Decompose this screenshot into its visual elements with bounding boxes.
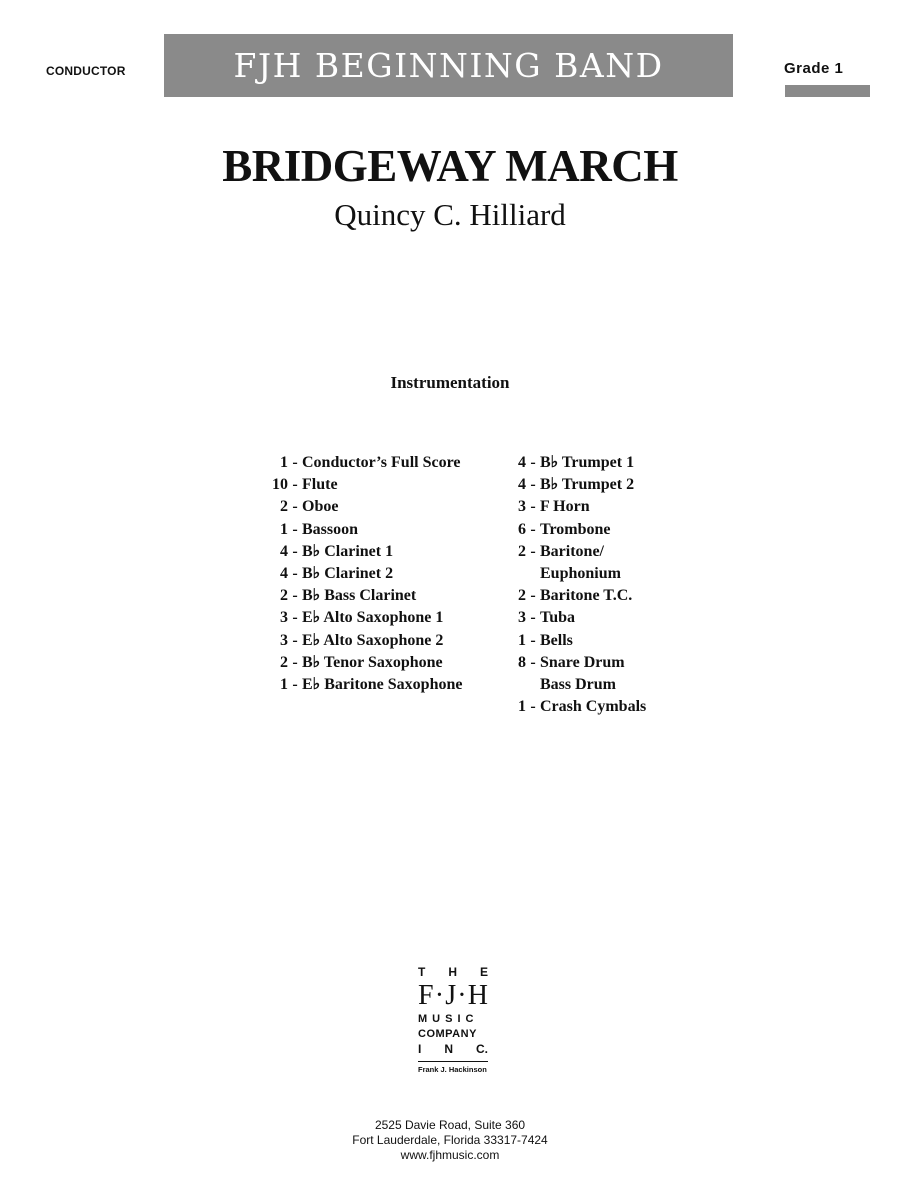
instrument-name-line: F Horn — [540, 498, 590, 516]
instrument-name-line: Bass Drum — [540, 676, 617, 694]
separator-dash: - — [292, 476, 298, 494]
instrument-row — [244, 519, 462, 541]
instrument-quantity: 4 — [518, 454, 526, 471]
separator-dash: - — [530, 653, 536, 671]
instrument-quantity: 3 — [280, 609, 288, 627]
instrument-name — [302, 496, 338, 518]
instrument-row — [244, 496, 462, 518]
instrument-name — [540, 652, 625, 696]
instrument-name — [302, 541, 393, 563]
logo-letter: J — [445, 980, 457, 1011]
separator-dash: - — [292, 565, 298, 583]
instrument-name-line: Baritone/ — [540, 542, 604, 560]
instrument-name — [540, 607, 575, 629]
address-line-2: Fort Lauderdale, Florida 33317-7424 — [352, 1133, 548, 1147]
instrument-name-line: Euphonium — [540, 565, 621, 583]
instrument-name — [302, 474, 338, 496]
series-title: FJH BEGINNING BAND — [233, 46, 664, 85]
instrument-name — [540, 541, 621, 585]
logo-rule — [418, 1061, 488, 1062]
separator-dash: - — [292, 454, 298, 471]
instrument-name-line: B♭ Trumpet 1 — [540, 454, 635, 471]
separator-dash: - — [292, 609, 298, 627]
instrument-quantity: 1 — [280, 520, 288, 538]
instrument-quantity: 2 — [518, 587, 526, 605]
instrument-quantity: 3 — [518, 498, 526, 516]
instrumentation-heading: Instrumentation — [390, 373, 510, 392]
logo-the — [418, 965, 488, 980]
separator-dash: - — [530, 476, 536, 494]
instrument-name — [540, 696, 646, 718]
instrument-row — [244, 563, 462, 585]
logo-letter: N — [444, 1042, 453, 1056]
instrument-name-line: E♭ Alto Saxophone 2 — [302, 631, 444, 649]
instrument-row — [482, 496, 646, 518]
instrument-name — [302, 452, 461, 474]
instrument-name-line: Crash Cymbals — [540, 698, 647, 716]
separator-dash: - — [530, 498, 536, 516]
instrument-quantity: 4 — [280, 565, 288, 583]
instrument-name — [540, 585, 632, 607]
publisher-address — [0, 1118, 900, 1163]
instrument-row — [482, 474, 646, 496]
instrument-row — [244, 474, 462, 496]
grade-bar — [785, 85, 870, 97]
separator-dash: - — [530, 454, 536, 471]
instrument-name — [540, 496, 590, 518]
logo-letter: H — [448, 965, 457, 979]
logo-letter: · — [457, 980, 467, 1011]
instrument-name-line: Trombone — [540, 520, 611, 538]
instrument-row — [482, 519, 646, 541]
logo-letter: I — [418, 1042, 422, 1056]
instrument-row — [482, 696, 646, 718]
instrument-quantity: 10 — [272, 476, 288, 494]
separator-dash: - — [530, 587, 536, 605]
separator-dash: - — [530, 631, 536, 649]
logo-letter: · — [434, 980, 445, 1011]
instrumentation-list-right — [482, 452, 646, 718]
instrument-name — [302, 630, 443, 652]
instrument-name — [302, 607, 443, 629]
separator-dash: - — [292, 676, 298, 694]
instrument-quantity: 4 — [518, 476, 526, 494]
instrument-quantity: 1 — [518, 631, 526, 649]
separator-dash: - — [292, 587, 298, 605]
instrument-quantity: 3 — [518, 609, 526, 627]
separator-dash: - — [530, 698, 536, 716]
separator-dash: - — [292, 498, 298, 516]
instrument-name-line: B♭ Bass Clarinet — [302, 587, 417, 605]
instrument-name — [540, 519, 611, 541]
instrument-name — [302, 585, 416, 607]
instrument-name — [540, 630, 573, 652]
instrument-name — [302, 652, 443, 674]
instrument-quantity: 1 — [280, 676, 288, 694]
instrument-quantity: 4 — [280, 542, 288, 560]
instrument-quantity: 2 — [280, 587, 288, 605]
instrument-row — [482, 607, 646, 629]
instrument-row — [244, 541, 462, 563]
separator-dash: - — [292, 653, 298, 671]
instrument-name — [302, 674, 462, 696]
instrument-name-line: B♭ Tenor Saxophone — [302, 653, 443, 671]
logo-letter: E — [479, 965, 488, 979]
instrument-row — [482, 585, 646, 607]
instrument-name — [302, 563, 393, 585]
logo-letter: T — [418, 965, 426, 979]
separator-dash: - — [530, 542, 536, 560]
instrument-row — [482, 630, 646, 652]
instrument-name-line: Snare Drum — [540, 653, 625, 671]
instrument-name-line: E♭ Alto Saxophone 1 — [302, 609, 444, 627]
instrument-row — [244, 607, 462, 629]
instrument-name-line: B♭ Trumpet 2 — [540, 476, 635, 494]
instrument-name-line: Oboe — [302, 498, 339, 516]
instrument-name-line: Bells — [540, 631, 573, 649]
logo-music: MUSIC — [418, 1013, 479, 1025]
separator-dash: - — [292, 542, 298, 560]
logo-company: COMPANY — [418, 1028, 477, 1040]
separator-dash: - — [292, 520, 298, 538]
instrument-row — [244, 585, 462, 607]
website-link[interactable]: www.fjhmusic.com — [400, 1148, 500, 1162]
instrument-quantity: 2 — [280, 498, 288, 516]
instrument-name-line: Bassoon — [302, 520, 359, 538]
instrument-row — [244, 452, 462, 474]
instrument-name-line: B♭ Clarinet 2 — [302, 565, 394, 583]
instrument-quantity: 1 — [280, 454, 288, 471]
instrument-name — [540, 474, 634, 496]
instrument-row — [244, 652, 462, 674]
instrument-name — [540, 452, 634, 474]
instrument-quantity: 2 — [280, 653, 288, 671]
instrument-quantity: 8 — [518, 653, 526, 671]
instrument-row — [482, 452, 646, 474]
separator-dash: - — [292, 631, 298, 649]
instrument-row — [244, 630, 462, 652]
instrumentation-list-left — [244, 452, 462, 696]
instrument-row — [482, 652, 646, 696]
publisher-logo — [418, 965, 488, 1074]
instrument-name-line: B♭ Clarinet 1 — [302, 542, 394, 560]
instrument-row — [244, 674, 462, 696]
logo-founder: Frank J. Hackinson — [418, 1065, 487, 1074]
part-label: CONDUCTOR — [46, 64, 126, 78]
separator-dash: - — [530, 609, 536, 627]
address-line-1: 2525 Davie Road, Suite 360 — [374, 1118, 526, 1132]
instrument-quantity: 6 — [518, 520, 526, 538]
instrument-name-line: Flute — [302, 476, 338, 494]
instrument-quantity: 1 — [518, 698, 526, 716]
instrument-name — [302, 519, 358, 541]
instrument-name-line: Tuba — [540, 609, 575, 627]
separator-dash: - — [530, 520, 536, 538]
logo-letter: C. — [475, 1042, 488, 1056]
instrument-quantity: 2 — [518, 542, 526, 560]
grade-label: Grade 1 — [784, 60, 844, 77]
instrument-name-line: E♭ Baritone Saxophone — [302, 676, 463, 694]
series-banner — [164, 34, 733, 97]
composer-name: Quincy C. Hilliard — [334, 197, 566, 232]
instrument-name-line: Baritone T.C. — [540, 587, 633, 605]
logo-fjh — [418, 980, 488, 1012]
instrument-row — [482, 541, 646, 585]
logo-letter: F — [418, 980, 434, 1011]
instrument-quantity: 3 — [280, 631, 288, 649]
logo-letter: H — [467, 980, 488, 1011]
instrument-name-line: Conductor’s Full Score — [302, 454, 461, 471]
piece-title: BRIDGEWAY MARCH — [222, 141, 678, 191]
logo-inc — [418, 1042, 488, 1057]
